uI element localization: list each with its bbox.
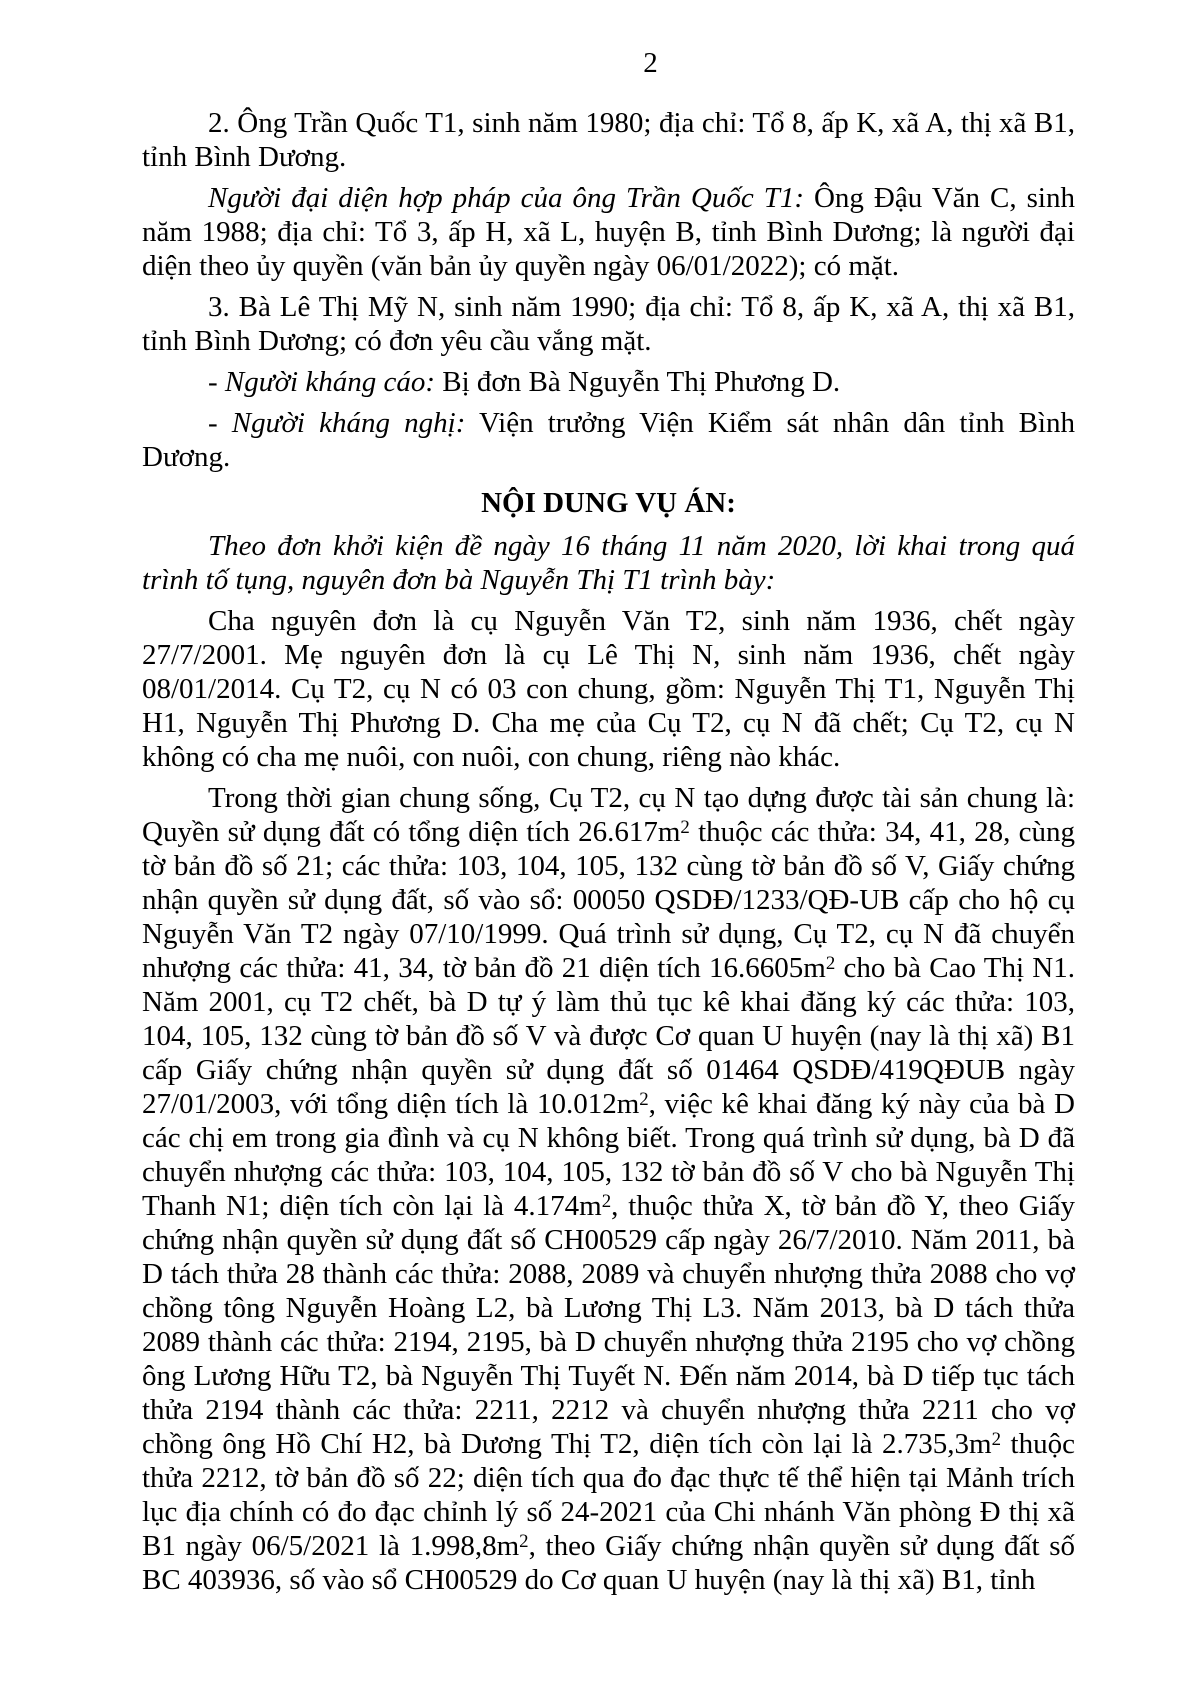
text-segment: - Người kháng cáo: <box>208 366 436 398</box>
superscript-text: 2 <box>825 952 836 974</box>
text-segment: NỘI DUNG VỤ ÁN: <box>481 487 736 519</box>
document-body <box>142 106 1075 1597</box>
text-segment: Cha nguyên đơn là cụ Nguyễn Văn T2, sinh năm 1936, chết ngày 27/7/2001. Mẹ nguyên đơn là cụ Lê Thị N, sinh năm 1936, chết ngày 08/01/2014. Cụ T2, cụ N có 03 con chung, gồm: Nguyễn Thị T1, Nguyễn Thị H1, Nguyễn Thị Phương D. Cha mẹ của Cụ T2, cụ N đã chết; Cụ T2, cụ N không có cha mẹ nuôi, con nuôi, con chung, riêng nào khác. <box>142 605 1075 773</box>
paragraph <box>142 365 1075 399</box>
superscript-text: 2 <box>519 1530 529 1552</box>
text-segment: cho bà Cao Thị N1. Năm 2001, cụ T2 chết, bà D tự ý làm thủ tục kê khai đăng ký các thửa: 103, 104, 105, 132 cùng tờ bản đồ số V và được Cơ quan U huyện (nay là thị xã) B1 cấp Giấy chứng nhận quyền sử dụng đất số 01464 QSDĐ/419QĐUB ngày 27/01/2003, với tổng diện tích là 10.012m <box>142 952 1075 1120</box>
text-segment: thuộc các thửa: 34, 41, 28, cùng tờ bản đồ số 21; các thửa: 103, 104, 105, 132 cùng tờ bản đồ số V, Giấy chứng nhận quyền sử dụng đất, số vào sổ: 00050 QSDĐ/1233/QĐ-UB cấp cho hộ cụ Nguyễn Văn T2 ngày 07/10/1999. Quá trình sử dụng, Cụ T2, cụ N đã chuyển nhượng các thửa: 41, 34, tờ bản đồ 21 diện tích 16.6605m <box>142 816 1075 984</box>
text-segment: Ông Đậu Văn C, sinh năm 1988; địa chỉ: Tổ 3, ấp H, xã L, huyện B, tỉnh Bình Dương; là người đại diện theo ủy quyền (văn bản ủy quyền ngày 06/01/2022); có mặt. <box>142 182 1075 282</box>
paragraph <box>142 290 1075 358</box>
paragraph <box>142 604 1075 774</box>
superscript-text: 2 <box>991 1428 1002 1450</box>
text-segment: Viện trưởng Viện Kiểm sát nhân dân tỉnh Bình Dương. <box>142 407 1075 473</box>
text-segment: Bị đơn Bà Nguyễn Thị Phương D. <box>435 366 841 398</box>
superscript-text: 2 <box>639 1088 649 1110</box>
page-number: 2 <box>643 47 658 79</box>
text-segment: 2. Ông Trần Quốc T1, sinh năm 1980; địa chỉ: Tổ 8, ấp K, xã A, thị xã B1, tỉnh Bình Dương. <box>142 107 1075 173</box>
paragraph <box>142 181 1075 283</box>
superscript-text: 2 <box>680 816 690 838</box>
document-content <box>142 46 1075 1604</box>
text-segment: - Người kháng nghị: <box>208 407 466 439</box>
text-segment: thuộc thửa 2212, tờ bản đồ số 22; diện tích qua đo đạc thực tế thể hiện tại Mảnh trích lục địa chính có đo đạc chỉnh lý số 24-2021 của Chi nhánh Văn phòng Đ thị xã B1 ngày 06/5/2021 là 1.998,8m <box>142 1428 1075 1562</box>
text-segment: Người đại diện hợp pháp của ông Trần Quốc T1: <box>208 182 804 214</box>
paragraph <box>142 106 1075 174</box>
superscript-text: 2 <box>601 1190 612 1212</box>
text-segment: , thuộc thửa X, tờ bản đồ Y, theo Giấy chứng nhận quyền sử dụng đất số CH00529 cấp ngày 26/7/2010. Năm 2011, bà D tách thửa 28 thành các thửa: 2088, 2089 và chuyển nhượng thửa 2088 cho vợ chồng tông Nguyễn Hoàng L2, bà Lương Thị L3. Năm 2013, bà D tách thửa 2089 thành các thửa: 2194, 2195, bà D chuyển nhượng thửa 2195 cho vợ chồng ông Lương Hữu T2, bà Nguyễn Thị Tuyết N. Đến năm 2014, bà D tiếp tục tách thửa 2194 thành các thửa: 2211, 2212 và chuyển nhượng thửa 2211 cho vợ chồng ông Hồ Chí H2, bà Dương Thị T2, diện tích còn lại là 2.735,3m <box>142 1190 1076 1460</box>
text-segment: , theo Giấy chứng nhận quyền sử dụng đất số BC 403936, số vào sổ CH00529 do Cơ quan U huyện (nay là thị xã) B1, tỉnh <box>142 1530 1075 1596</box>
text-segment: 3. Bà Lê Thị Mỹ N, sinh năm 1990; địa chỉ: Tổ 8, ấp K, xã A, thị xã B1, tỉnh Bình Dương; có đơn yêu cầu vắng mặt. <box>142 291 1075 357</box>
paragraph <box>142 781 1075 1597</box>
section-heading <box>142 486 1075 520</box>
text-segment: , việc kê khai đăng ký này của bà D các chị em trong gia đình và cụ N không biết. Trong quá trình sử dụng, bà D đã chuyển nhượng các thửa: 103, 104, 105, 132 tờ bản đồ số V cho bà Nguyễn Thị Thanh N1; diện tích còn lại là 4.174m <box>142 1088 1075 1222</box>
text-segment: Trong thời gian chung sống, Cụ T2, cụ N tạo dựng được tài sản chung là: Quyền sử dụng đất có tổng diện tích 26.617m <box>142 782 1075 848</box>
paragraph <box>142 406 1075 474</box>
paragraph <box>142 529 1075 597</box>
text-segment: Theo đơn khởi kiện đề ngày 16 tháng 11 năm 2020, lời khai trong quá trình tố tụng, nguyên đơn bà Nguyễn Thị T1 trình bày: <box>142 530 1075 596</box>
